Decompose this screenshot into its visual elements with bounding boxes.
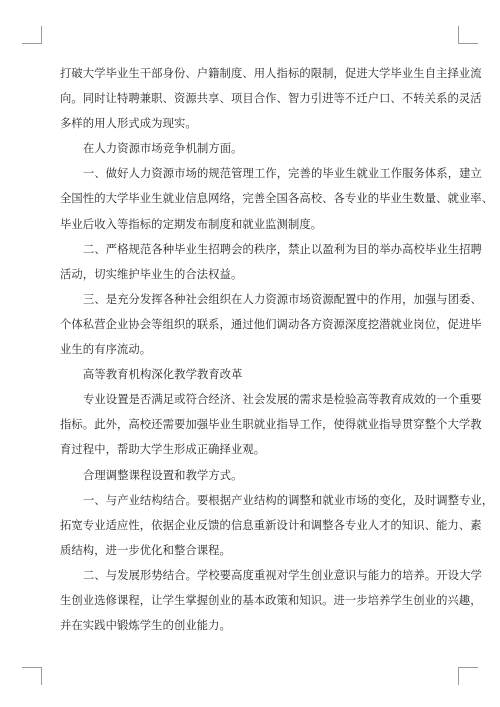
text-line: 三、是充分发挥各种社会组织在人力资源市场资源配置中的作用，加强与团委、 [83, 292, 482, 306]
section-heading: 在人力资源市场竞争机制方面。 [83, 142, 243, 156]
text-line: 毕业后收入等指标的定期发布制度和就业监测制度。 [60, 217, 323, 231]
text-line: 二、严格规范各种毕业生招聘会的秩序，禁止以盈利为目的举办高校毕业生招聘 [83, 242, 482, 256]
crop-mark-bottom-right [459, 667, 478, 668]
text-line: 专业设置是否满足或符合经济、社会发展的需求是检验高等教育成效的一个重要 [83, 393, 482, 407]
crop-mark-bottom-right [458, 667, 459, 685]
crop-mark-top-right [458, 26, 459, 44]
text-line: 向。同时让特聘兼职、资源共享、项目合作、智力引进等不迁户口、不转关系的灵活 [60, 92, 482, 106]
crop-mark-top-left [41, 26, 42, 44]
text-line: 指标。此外，高校还需要加强毕业生职就业指导工作，使得就业指导贯穿整个大学教 [60, 418, 482, 432]
text-line: 生创业选修课程，让学生掌握创业的基本政策和知识。进一步培养学生创业的兴趣， [60, 593, 482, 607]
text-line: 业生的有序流动。 [60, 343, 152, 357]
text-line: 个体私营企业协会等组织的联系，通过他们调动各方资源深度挖潜就业岗位，促进毕 [60, 317, 482, 331]
text-line: 全国性的大学毕业生就业信息网络，完善全国各高校、各专业的毕业生数量、就业率、 [60, 192, 494, 206]
text-line: 质结构，进一步优化和整合课程。 [60, 543, 231, 557]
text-line: 一、做好人力资源市场的规范管理工作，完善的毕业生就业工作服务体系，建立 [83, 167, 482, 181]
text-line: 并在实践中锻炼学生的创业能力。 [60, 619, 231, 633]
text-line: 拓宽专业适应性，依据企业反馈的信息重新设计和调整各专业人才的知识、能力、素 [60, 518, 482, 532]
crop-mark-bottom-left [41, 667, 42, 685]
document-body [60, 61, 494, 638]
text-line: 一、与产业结构结合。要根据产业结构的调整和就业市场的变化，及时调整专业， [83, 493, 494, 507]
text-line: 活动，切实维护毕业生的合法权益。 [60, 267, 243, 281]
text-line: 打破大学毕业生干部身份、户籍制度、用人指标的限制，促进大学毕业生自主择业流 [60, 67, 482, 80]
section-heading: 高等教育机构深化教学教育改革 [83, 368, 243, 382]
crop-mark-top-right [459, 43, 478, 44]
crop-mark-top-left [22, 43, 41, 44]
text-line: 多样的用人形式成为现实。 [60, 117, 197, 131]
section-heading: 合理调整课程设置和教学方式。 [83, 468, 243, 482]
text-line: 育过程中，帮助大学生形成正确择业观。 [60, 443, 266, 457]
text-line: 二、与发展形势结合。学校要高度重视对学生创业意识与能力的培养。开设大学 [83, 568, 482, 582]
crop-mark-bottom-left [22, 667, 41, 668]
